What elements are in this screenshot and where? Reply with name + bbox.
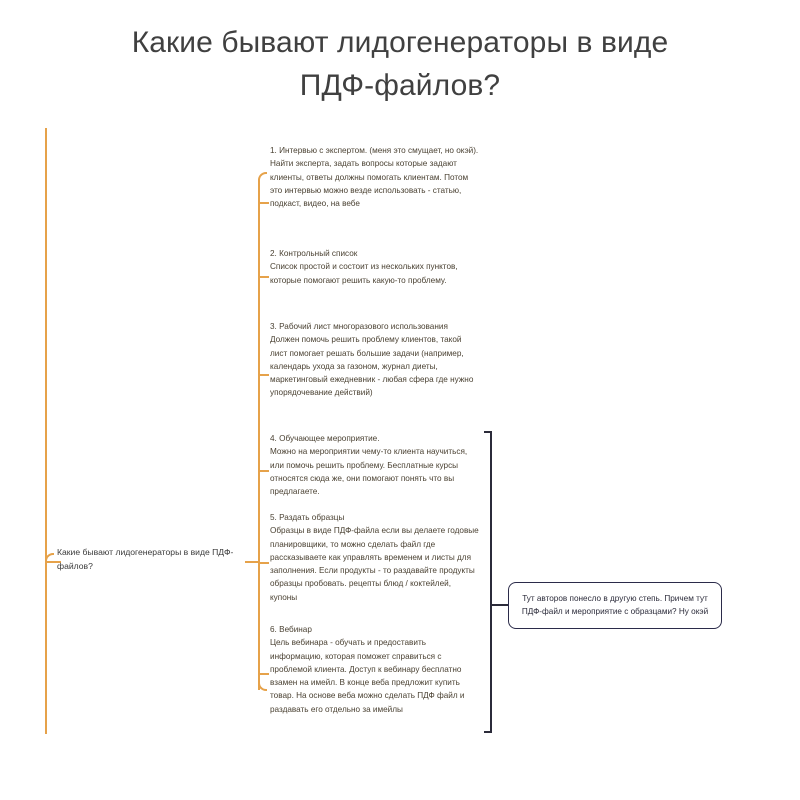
- topic-2-heading: 2. Контрольный список: [270, 249, 358, 258]
- topic-1-body: Найти эксперта, задать вопросы которые задают клиенты, ответы должны помогать клиентам. Потом это интервью можно везде использовать - статью, подкаст, видео, на вебе: [270, 159, 469, 209]
- branch-tick-3: [259, 374, 269, 376]
- topic-node-2[interactable]: [270, 247, 480, 287]
- topic-1-heading: 1. Интервью с экспертом. (меня это смущает, но окэй).: [270, 146, 479, 155]
- branch-spine-line: [258, 178, 260, 690]
- topic-node-5[interactable]: [270, 511, 480, 604]
- topic-4-body: Можно на мероприятии чему-то клиента научиться, или помочь решить проблему. Бесплатные курсы относятся сюда же, они помогают понять что вы предлагаете.: [270, 447, 468, 497]
- branch-tick-6: [259, 673, 269, 675]
- root-spine-line: [45, 128, 47, 734]
- topic-3-body: Должен помочь решить проблему клиентов, такой лист помогает решать большие задачи (например, календарь ухода за газоном, журнал диеты, маркетинговый ежедневник - любая сфера где нужно упорядочевание действий): [270, 335, 474, 398]
- comment-callout-text: Тут авторов понесло в другую степь. Причем тут ПДФ-файл и мероприятие с образцами? Ну окэй: [521, 593, 709, 616]
- branch-tick-1: [259, 202, 269, 204]
- topic-3-heading: 3. Рабочий лист многоразового использования: [270, 322, 448, 331]
- page-title-line-1: Какие бывают лидогенераторы в виде: [131, 26, 669, 59]
- topic-4-heading: 4. Обучающее мероприятие.: [270, 434, 380, 443]
- page-title-line-2: ПДФ-файлов?: [299, 68, 501, 102]
- group-bracket-connector: [492, 604, 509, 606]
- topic-6-body: Цель вебинара - обучать и предоставить информацию, которая поможет справиться с проблемой клиента. Доступ к вебинару бесплатно взамен на имейл. В конце веба предложит купить товар. На основе веба можно сделать ПДФ файл и раздавать его отдельно за имейлы: [270, 638, 465, 714]
- topic-5-heading: 5. Раздать образцы: [270, 513, 345, 522]
- branch-tick-4: [259, 470, 269, 472]
- topic-node-3[interactable]: [270, 320, 480, 400]
- topic-5-body: Образцы в виде ПДФ-файла если вы делаете годовые планировщики, то можно сделать файл где рассказываете как управлять временем и листы для заполнения. Если продукты - то раздавайте продукты образцы пробовать. рецепты блюд / коктейлей, купоны: [270, 526, 479, 602]
- branch-tick-2: [259, 276, 269, 278]
- branch-spine-top-elbow: [258, 172, 267, 181]
- topic-6-heading: 6. Вебинар: [270, 625, 312, 634]
- group-bracket-bottom-cap: [484, 731, 492, 733]
- group-bracket-line: [490, 431, 492, 733]
- comment-callout-box[interactable]: [508, 582, 722, 629]
- topic-node-4[interactable]: [270, 432, 480, 498]
- topic-2-body: Список простой и состоит из нескольких пунктов, которые помогают решить какую-то проблему.: [270, 262, 458, 285]
- root-node-label[interactable]: Какие бывают лидогенераторы в виде ПДФ-файлов?: [57, 547, 234, 571]
- topic-node-6[interactable]: [270, 623, 480, 716]
- page-title: [55, 22, 745, 107]
- topic-node-1[interactable]: [270, 144, 480, 210]
- branch-tick-5: [259, 562, 269, 564]
